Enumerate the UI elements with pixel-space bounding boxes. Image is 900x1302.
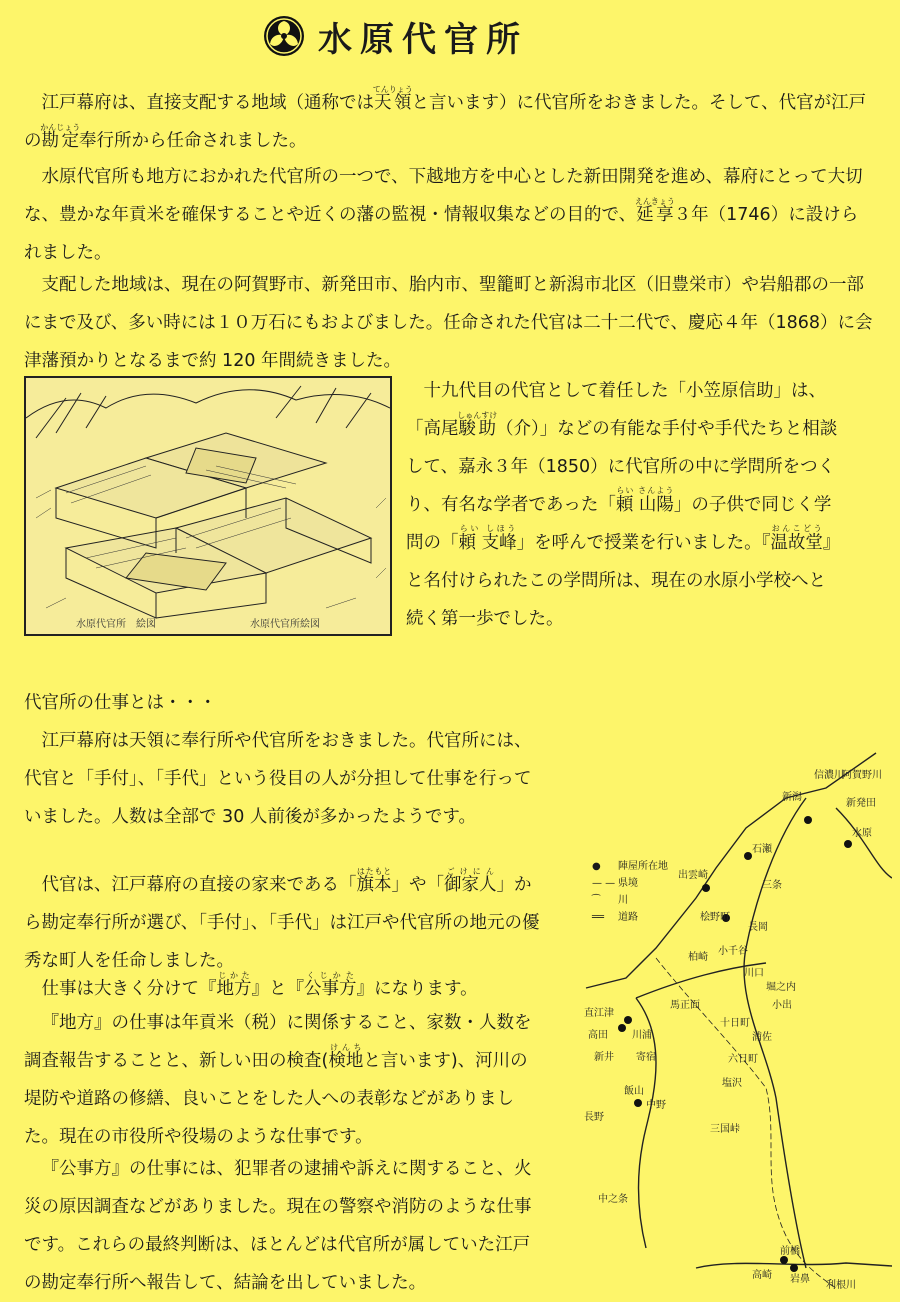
- text-fragment: 代官は、江戸幕府の直接の家来である「: [41, 875, 357, 895]
- jinya-marker-ishise: [744, 852, 752, 860]
- jinya-marker-nakano: [634, 1099, 642, 1107]
- daikansho-sketch-image: [26, 378, 390, 634]
- ruby-kujikata: 公事方くじかた: [304, 971, 357, 999]
- text-fragment: 奉行所から任命されました。: [79, 131, 307, 151]
- intro-paragraph-3: 支配した地域は、現在の阿賀野市、新発田市、胎内市、聖籠町と新潟市北区（旧豊栄市）や岩船郡の一部にまで及び、多い時には１０万石にもおよびました。任命された代官は二十二代で、慶応４年（1868）に会津藩預かりとなるまで約 120 年間続きました。: [24, 275, 873, 371]
- place-kashiwazaki: 柏崎: [688, 952, 708, 963]
- jinya-marker-takada: [618, 1024, 626, 1032]
- place-sanjo: 三条: [762, 880, 782, 891]
- place-naoetsu: 直江津: [584, 1008, 614, 1019]
- place-iwahana: 岩鼻: [790, 1274, 810, 1285]
- text-fragment: （介）」などの有能な手付や手代たちと相談して、嘉永３年（1850）に代官所の中に学問所をつくり、有名な学者であった「: [406, 419, 838, 515]
- ruby-shiho: 頼 支峰らい しほう: [458, 524, 517, 553]
- ruby-sanyo: 頼 山陽らい さんよう: [615, 486, 674, 515]
- jinya-marker-suibara: [844, 840, 852, 848]
- place-agano-river: 阿賀野川: [842, 770, 882, 781]
- text-fragment: と言います)、河川の堤防や道路の修繕、良いことをした人への表彰などがありました。現在の市役所や役場のような仕事です。: [24, 1051, 528, 1147]
- place-kudamatsu: 寄宿: [636, 1052, 656, 1063]
- place-shiozawa: 塩沢: [722, 1078, 742, 1089]
- intro-paragraph-2: [24, 158, 874, 272]
- text-fragment: 十九代目の代官として着任した「小笠原信助」は、「高尾: [406, 381, 826, 439]
- work-paragraph-4: [24, 1004, 544, 1156]
- place-arai: 新井: [594, 1052, 614, 1063]
- work-paragraph-5: 『公事方』の仕事には、犯罪者の逮捕や訴えに関すること、火災の原因調査などがありました。現在の警察や消防のような仕事です。これらの最終判断は、ほとんどは代官所が属していた江戸の勘定奉行所へ報告して、結論を出していました。: [24, 1159, 532, 1293]
- text-fragment: 」や「: [391, 875, 444, 895]
- ruby-kanjo: 勘定かんじょう: [40, 123, 81, 151]
- gakumonjo-paragraph: [406, 372, 842, 638]
- legend-river: ⁀ 川: [592, 895, 628, 906]
- text-fragment: 』と名付けられたこの学問所は、現在の水原小学校へと続く第一歩でした。: [406, 533, 841, 629]
- text-fragment: 』になります。: [356, 979, 478, 999]
- legend-road: ══ 道路: [592, 912, 638, 923]
- title-area: [0, 10, 900, 62]
- legend-jinya: ● 陣屋所在地: [592, 861, 668, 872]
- ruby-shunsuke: 駿助しゅんすけ: [457, 411, 498, 439]
- illustration-caption-right: 水原代官所絵図: [250, 619, 320, 630]
- place-hinokimachi: 桧野町: [700, 912, 730, 923]
- place-nakano: 中野: [646, 1100, 666, 1111]
- jinya-location-map: [576, 748, 892, 1298]
- jinya-marker-niigata: [804, 816, 812, 824]
- text-fragment: と言います）に代官所をおきました。そして、代官が江戸の: [24, 93, 867, 151]
- text-fragment: 」から勘定奉行所が選び、「手付」、「手代」は江戸や代官所の地元の優秀な町人を任命しました。: [24, 875, 540, 971]
- place-suibara: 水原: [852, 828, 872, 839]
- ruby-gokenin: 御家人ごけにん: [444, 867, 497, 895]
- intro-paragraph-1: [24, 84, 874, 160]
- jinya-marker-iwahana: [790, 1264, 798, 1272]
- place-mikuni: 三国峠: [710, 1124, 740, 1135]
- text-fragment: ３年（1746）に設けられました。: [24, 205, 859, 263]
- daikansho-illustration: [24, 376, 392, 636]
- place-horinouchi: 堀之内: [766, 982, 796, 993]
- jinya-marker-izumozaki: [702, 884, 710, 892]
- place-shibata: 新発田: [846, 798, 876, 809]
- place-shinano-river: 信濃川: [814, 770, 844, 781]
- ruby-jikata: 地方じかた: [216, 971, 252, 999]
- place-niigata: 新潟: [782, 792, 802, 803]
- ruby-onkodo: 温故堂おんこどう: [770, 524, 823, 553]
- ruby-hatamoto: 旗本はたもと: [356, 867, 392, 895]
- jinya-marker-maebashi: [780, 1256, 788, 1264]
- work-paragraph-2: [24, 866, 544, 980]
- text-fragment: 江戸幕府は、直接支配する地域（通称では: [41, 93, 374, 113]
- text-fragment: 水原代官所も地方におかれた代官所の一つで、下越地方を中心とした新田開発を進め、幕府にとって大切な、豊かな年貢米を確保することや近くの藩の監視・情報収集などの目的で、: [24, 167, 863, 225]
- place-nakanojo: 中之条: [598, 1194, 628, 1205]
- place-ishise: 石瀬: [752, 844, 772, 855]
- page-title: 水原代官所: [318, 20, 528, 60]
- place-iiyama: 飯山: [624, 1086, 644, 1097]
- place-muikamachi: 六日町: [728, 1054, 758, 1065]
- place-maebashi: 前橋: [780, 1246, 800, 1257]
- text-fragment: 』と『: [251, 979, 304, 999]
- place-nagano: 長野: [584, 1112, 604, 1123]
- text-fragment: 仕事は大きく分けて『: [41, 979, 217, 999]
- legend-border: — — 県境: [592, 878, 638, 889]
- text-fragment: 」の子供で同じく学問の「: [406, 495, 832, 553]
- jinya-marker-kawaura: [624, 1016, 632, 1024]
- place-nagaoka: 長岡: [748, 922, 768, 933]
- place-kawaura: 川浦: [632, 1030, 652, 1041]
- ruby-tenryo: 天領てんりょう: [372, 85, 413, 113]
- work-paragraph-3: [24, 970, 544, 1008]
- place-tokamachi: 十日町: [720, 1018, 750, 1029]
- work-heading: 代官所の仕事とは・・・: [24, 693, 217, 713]
- ruby-kenchi: 検地けんち: [328, 1043, 364, 1071]
- text-fragment: 」を呼んで授業を行いました。『: [516, 533, 771, 553]
- place-takasaki: 高崎: [752, 1270, 772, 1281]
- place-takada: 高田: [588, 1030, 608, 1041]
- hollyhock-crest-icon: [262, 14, 306, 58]
- ruby-enkyo: 延享えんきょう: [634, 197, 675, 225]
- map-legend: [592, 858, 668, 926]
- place-izumozaki: 出雲崎: [678, 870, 708, 881]
- place-kawaguchi: 川口: [744, 968, 764, 979]
- place-tone-river: 利根川: [826, 1280, 856, 1291]
- place-koide: 小出: [772, 1000, 792, 1011]
- place-kochiya: 小千谷: [718, 946, 748, 957]
- work-paragraph-1: 江戸幕府は天領に奉行所や代官所をおきました。代官所には、代官と「手付」、「手代」という役目の人が分担して仕事を行っていました。人数は全部で 30 人前後が多かったようです。: [24, 731, 532, 827]
- place-jinmachi: 馬正面: [670, 1000, 700, 1011]
- text-fragment: 『地方』の仕事は年貢米（税）に関係すること、家数・人数を調査報告することと、新しい田の検査(: [24, 1013, 532, 1071]
- place-urasa: 浦佐: [752, 1032, 772, 1043]
- illustration-caption-left: 水原代官所 絵図: [76, 619, 156, 630]
